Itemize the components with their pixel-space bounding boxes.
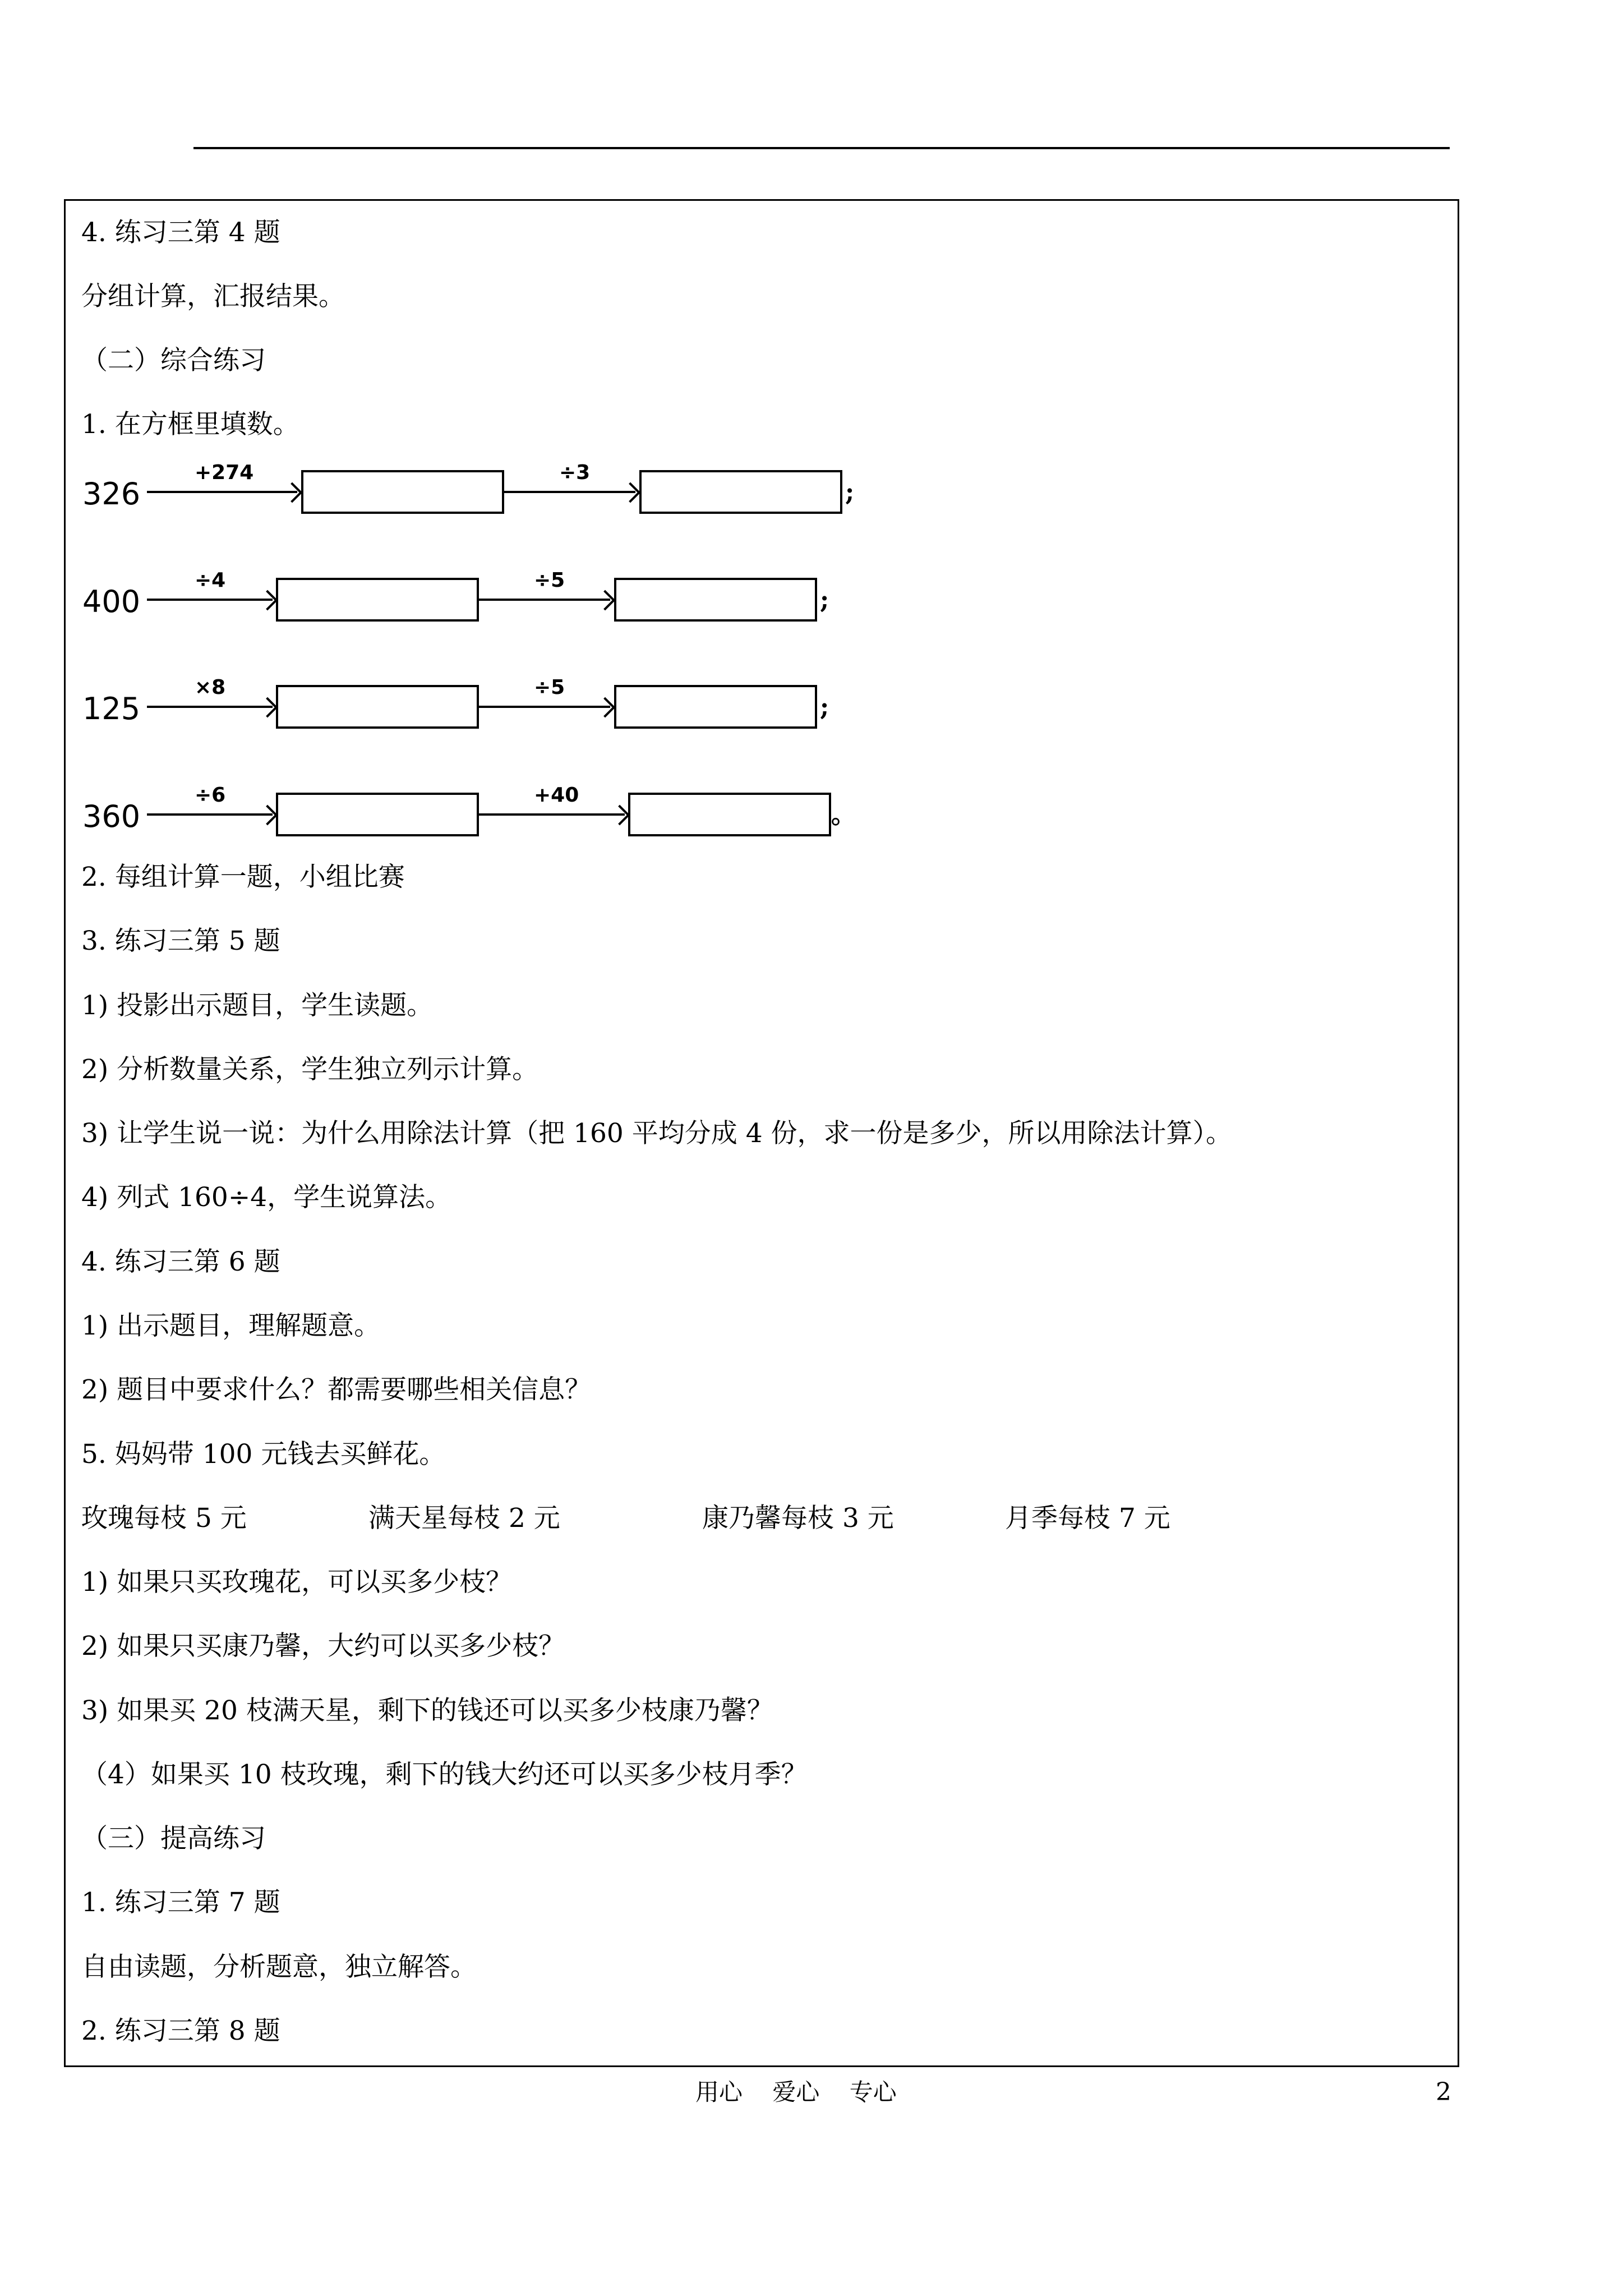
arrow-icon — [147, 491, 297, 493]
text-line: 3) 如果买 20 枝满天星，剩下的钱还可以买多少枝康乃馨？ — [81, 1695, 773, 1726]
answer-box[interactable] — [614, 578, 817, 622]
calc-flow — [82, 677, 980, 738]
flower-price: 康乃馨每枝 3 元 — [702, 1503, 894, 1534]
text-line: 3. 练习三第 5 题 — [81, 926, 280, 956]
text-line: （4）如果买 10 枝玫瑰，剩下的钱大约还可以买多少枝月季？ — [81, 1759, 808, 1790]
answer-box[interactable] — [628, 793, 831, 836]
flow-end-mark: ; — [820, 693, 829, 721]
page-number: 2 — [1436, 2078, 1451, 2106]
flow-operation: ÷4 — [195, 569, 226, 592]
calc-flow — [82, 784, 980, 846]
answer-box[interactable] — [276, 685, 479, 729]
answer-box[interactable] — [276, 793, 479, 836]
flow-start-number: 125 — [82, 691, 141, 726]
text-line: 2. 练习三第 8 题 — [81, 2016, 280, 2046]
text-line: 4. 练习三第 4 题 — [81, 217, 280, 248]
flow-operation: ÷6 — [195, 784, 226, 807]
text-line: 1. 在方框里填数。 — [81, 409, 299, 440]
text-line: 自由读题，分析题意，独立解答。 — [81, 1952, 477, 1982]
flower-price: 满天星每枝 2 元 — [368, 1503, 560, 1534]
section-heading: （三）提高练习 — [81, 1823, 266, 1854]
text-line: 4) 列式 160÷4，学生说算法。 — [81, 1182, 452, 1213]
flow-operation: ×8 — [195, 676, 226, 699]
flow-end-mark: ; — [820, 586, 829, 614]
arrow-icon — [504, 491, 635, 493]
arrow-icon — [479, 599, 610, 601]
answer-box[interactable] — [639, 470, 842, 514]
arrow-icon — [479, 706, 610, 708]
text-line: 1. 练习三第 7 题 — [81, 1887, 280, 1918]
text-line: 3) 让学生说一说：为什么用除法计算（把 160 平均分成 4 份，求一份是多少，所以用除法计算）。 — [81, 1118, 1233, 1149]
text-line: 2) 题目中要求什么？都需要哪些相关信息？ — [81, 1374, 592, 1405]
flow-operation: ÷3 — [559, 461, 591, 484]
flow-operation: ÷5 — [534, 676, 565, 699]
lesson-content-box — [64, 199, 1459, 2067]
flow-operation: ÷5 — [534, 569, 565, 592]
arrow-icon — [147, 813, 273, 816]
flow-operation: +40 — [534, 784, 579, 807]
flow-end-mark: ; — [845, 478, 855, 507]
arrow-icon — [147, 706, 273, 708]
flower-price: 玫瑰每枝 5 元 — [81, 1503, 247, 1534]
answer-box[interactable] — [614, 685, 817, 729]
text-line: 1) 如果只买玫瑰花，可以买多少枝？ — [81, 1567, 513, 1598]
arrow-icon — [479, 813, 625, 816]
flow-end-mark: 。 — [831, 800, 856, 829]
calc-flow — [82, 569, 980, 631]
text-line: 分组计算，汇报结果。 — [81, 281, 345, 312]
text-line: 1) 出示题目，理解题意。 — [81, 1310, 381, 1341]
answer-box[interactable] — [276, 578, 479, 622]
flow-operation: +274 — [195, 461, 254, 484]
text-line: 1) 投影出示题目，学生读题。 — [81, 990, 434, 1021]
text-line: 4. 练习三第 6 题 — [81, 1246, 280, 1277]
answer-box[interactable] — [301, 470, 504, 514]
flow-start-number: 360 — [82, 799, 141, 834]
text-line: 2. 每组计算一题，小组比赛 — [81, 862, 405, 892]
footer-motto: 用心 爱心 专心 — [695, 2078, 897, 2106]
header-rule — [193, 147, 1450, 149]
section-heading: （二）综合练习 — [81, 345, 266, 376]
text-line: 5. 妈妈带 100 元钱去买鲜花。 — [81, 1439, 446, 1470]
calc-flow — [82, 462, 980, 523]
flower-price: 月季每枝 7 元 — [1005, 1503, 1170, 1534]
text-line: 2) 如果只买康乃馨，大约可以买多少枝？ — [81, 1631, 565, 1662]
text-line: 2) 分析数量关系，学生独立列示计算。 — [81, 1054, 539, 1085]
flow-start-number: 400 — [82, 584, 141, 619]
flow-start-number: 326 — [82, 476, 141, 512]
arrow-icon — [147, 599, 273, 601]
